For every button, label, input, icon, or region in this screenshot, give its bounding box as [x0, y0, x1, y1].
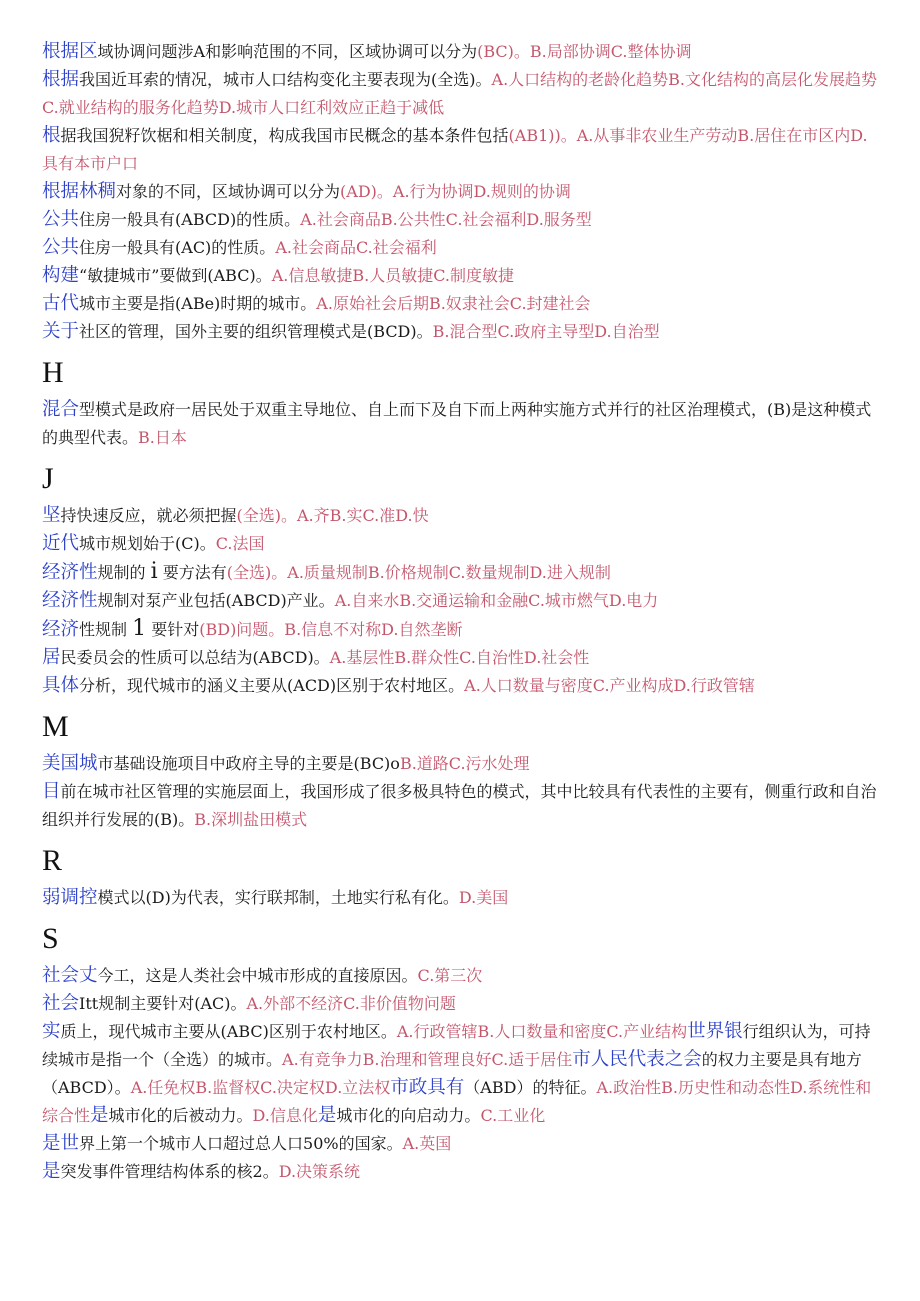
entry-keyword: 美国城	[42, 753, 98, 774]
entry-keyword: 目	[42, 781, 61, 802]
entry-question: 界上第一个城市人口超过总人口50%的国家。	[79, 1134, 403, 1153]
entry-question: 市基础设施项目中政府主导的主要是(BC)o	[97, 754, 400, 773]
list-item	[42, 644, 880, 672]
entry-question: 的权力主要是具有地方（ABCD）。	[42, 1050, 862, 1097]
list-item	[42, 122, 880, 178]
entry-answer: A.有竞争力B.治理和管理良好C.适于居住	[282, 1050, 573, 1069]
entry-question: 规制对泵产业包括(ABCD)产业。	[97, 591, 335, 610]
entry-question-cont: 要针对	[151, 620, 200, 639]
list-item	[42, 962, 880, 990]
entry-question: 分析，现代城市的涵义主要从(ACD)区别于农村地区。	[79, 676, 465, 695]
entry-keyword: 是	[90, 1105, 109, 1126]
section-letter-heading: H	[42, 356, 64, 389]
entry-question: 今工，这是人类社会中城市形成的直接原因。	[97, 966, 418, 985]
list-item	[42, 587, 880, 615]
entry-answer: (AB1))。A.从事非农业生产劳动B.居住在市区内D.具有本市户口	[42, 126, 868, 173]
entry-question: 住房一般具有(AC)的性质。	[79, 238, 276, 257]
list-item	[42, 396, 880, 452]
entry-keyword: 市政具有	[390, 1077, 465, 1098]
entry-question: 行组织认为，可持续城市是指一个（全选）的城市。	[42, 1022, 871, 1069]
entry-keyword: 弱调控	[42, 887, 98, 908]
list-item	[42, 750, 880, 778]
list-item	[42, 234, 880, 262]
entry-answer: A.英国	[402, 1134, 452, 1153]
entry-answer: A.社会商品C.社会福利	[275, 238, 437, 257]
ocr-glyph: i	[150, 559, 158, 584]
entry-question: 前在城市社区管理的实施层面上，我国形成了很多极具特色的模式，其中比较具有代表性的主要有，侧重行政和自治组织并行发展的(B)。	[42, 782, 877, 829]
entry-answer: A.社会商品B.公共性C.社会福利D.服务型	[300, 210, 592, 229]
list-item	[42, 615, 880, 644]
entry-keyword: 根据林稠	[42, 181, 117, 202]
entry-question: 我国近耳索的情况，城市人口结构变化主要表现为(全选)。	[79, 70, 492, 89]
entry-answer: (BC)。B.局部协调C.整体协调	[477, 42, 692, 61]
entry-keyword: 古代	[42, 293, 80, 314]
entry-question: 性规制	[79, 620, 128, 639]
entry-keyword: 根据	[42, 69, 80, 90]
entry-question: 突发事件管理结构体系的核2。	[60, 1162, 279, 1181]
entry-keyword: 市人民代表之会	[572, 1049, 702, 1070]
entry-question: 城市化的后被动力。	[108, 1106, 253, 1125]
entry-answer: (全选)。A.齐B.实C.准D.快	[236, 506, 429, 525]
entry-keyword: 世界银	[687, 1021, 743, 1042]
section-letter-heading: M	[42, 710, 69, 743]
entry-keyword: 近代	[42, 533, 80, 554]
entry-answer: A.外部不经济C.非价值物问题	[246, 994, 456, 1013]
list-item	[42, 884, 880, 912]
section-letter-heading: R	[42, 844, 63, 877]
entry-question: （ABD）的特征。	[464, 1078, 597, 1097]
entry-keyword: 混合	[42, 399, 80, 420]
entry-answer: C.法国	[215, 534, 265, 553]
list-item	[42, 290, 880, 318]
entry-answer: A.任免权B.监督权C.决定权D.立法权	[130, 1078, 391, 1097]
entry-question: 据我国猊籽饮椐和相关制度，构成我国市民概念的基本条件包括	[60, 126, 509, 145]
section-letter-heading: S	[42, 922, 59, 955]
entry-keyword: 关于	[42, 321, 80, 342]
entry-question: 模式以(D)为代表，实行联邦制，土地实行私有化。	[97, 888, 459, 907]
list-item	[42, 778, 880, 834]
list-item	[42, 262, 880, 290]
entry-question: 质上，现代城市主要从(ABC)区别于农村地区。	[60, 1022, 397, 1041]
entry-answer: D.信息化	[252, 1106, 318, 1125]
entry-keyword: 是	[317, 1105, 337, 1126]
entry-keyword: 公共	[42, 237, 80, 258]
entry-question: 民委员会的性质可以总结为(ABCD)。	[60, 648, 330, 667]
entry-question-cont: 要方法有	[162, 563, 227, 582]
entry-question: Itt规制主要针对(AC)。	[79, 994, 247, 1013]
entry-question: 规制的	[97, 563, 146, 582]
list-item	[42, 178, 880, 206]
entry-answer: A.自来水B.交通运输和金融C.城市燃气D.电力	[334, 591, 659, 610]
section-letter-heading: J	[42, 462, 54, 495]
entry-keyword: 是	[42, 1161, 61, 1182]
entry-answer: A.人口结构的老龄化趋势B.文化结构的高层化发展趋势C.就业结构的服务化趋势D.城市人口红利效应正趋于减低	[42, 70, 878, 117]
entry-answer: B.深圳盐田模式	[194, 810, 308, 829]
entry-keyword: 经济性	[42, 590, 98, 611]
entry-question: 社区的管理，国外主要的组织管理模式是(BCD)。	[79, 322, 433, 341]
entry-answer: B.道路C.污水处理	[399, 754, 530, 773]
entry-answer: A.行政管辖B.人口数量和密度C.产业结构	[396, 1022, 688, 1041]
entry-answer: A.信息敏捷B.人员敏捷C.制度敏捷	[271, 266, 514, 285]
entry-question: 对象的不同，区域协调可以分为	[116, 182, 341, 201]
entry-answer: (BD)问题。B.信息不对称D.自然垄断	[199, 620, 463, 639]
entry-question: 城市规划始于(C)。	[79, 534, 216, 553]
entry-answer: (全选)。A.质量规制B.价格规制C.数量规制D.进入规制	[226, 563, 611, 582]
list-item	[42, 1018, 880, 1130]
list-item	[42, 66, 880, 122]
entry-question: 城市化的向启动力。	[336, 1106, 481, 1125]
entry-keyword: 实	[42, 1021, 61, 1042]
entry-keyword: 经济	[42, 619, 80, 640]
list-item	[42, 1130, 880, 1158]
entry-answer: B.混合型C.政府主导型D.自治型	[432, 322, 660, 341]
ocr-glyph: 1	[132, 616, 147, 641]
entry-keyword: 社会丈	[42, 965, 98, 986]
entry-keyword: 居	[42, 647, 61, 668]
entry-question: 城市主要是指(ABe)时期的城市。	[79, 294, 317, 313]
list-item	[42, 990, 880, 1018]
entry-question: 型模式是政府一居民处于双重主导地位、自上而下及自下而上两种实施方式并行的社区治理模式，(B)是这种模式的典型代表。	[42, 400, 872, 447]
list-item	[42, 1158, 880, 1186]
entry-question: 域协调问题涉A和影响范围的不同，区域协调可以分为	[97, 42, 478, 61]
entry-keyword: 根据区	[42, 41, 98, 62]
list-item	[42, 558, 880, 587]
entry-keyword: 社会	[42, 993, 80, 1014]
list-item	[42, 206, 880, 234]
entry-keyword: 根	[42, 125, 61, 146]
entry-answer: A.基层性B.群众性C.自治性D.社会性	[329, 648, 590, 667]
entry-answer: B.日本	[138, 428, 187, 447]
entry-answer: D.美国	[458, 888, 509, 907]
entry-answer: D.决策系统	[278, 1162, 361, 1181]
list-item	[42, 502, 880, 530]
entry-answer: A.人口数量与密度C.产业构成D.行政管辖	[464, 676, 755, 695]
entry-answer: A.原始社会后期B.奴隶社会C.封建社会	[316, 294, 591, 313]
list-item	[42, 672, 880, 700]
list-item	[42, 530, 880, 558]
list-item	[42, 318, 880, 346]
entry-answer: A.政治性B.历史性和动态性D.系统性和综合性	[42, 1078, 872, 1125]
entry-answer: C.工业化	[480, 1106, 546, 1125]
entry-keyword: 坚	[42, 505, 61, 526]
list-item	[42, 38, 880, 66]
entry-keyword: 是世	[42, 1133, 80, 1154]
entry-question: 住房一般具有(ABCD)的性质。	[79, 210, 301, 229]
entry-answer: (AD)。A.行为协调D.规则的协调	[340, 182, 571, 201]
entry-keyword: 具体	[42, 675, 80, 696]
entry-keyword: 经济性	[42, 562, 98, 583]
entry-question: 持快速反应，就必须把握	[60, 506, 237, 525]
entry-keyword: 构建	[42, 265, 80, 286]
entry-answer: C.第三次	[417, 966, 483, 985]
entry-keyword: 公共	[42, 209, 80, 230]
entry-question: “敏捷城市”要做到(ABC)。	[79, 266, 272, 285]
